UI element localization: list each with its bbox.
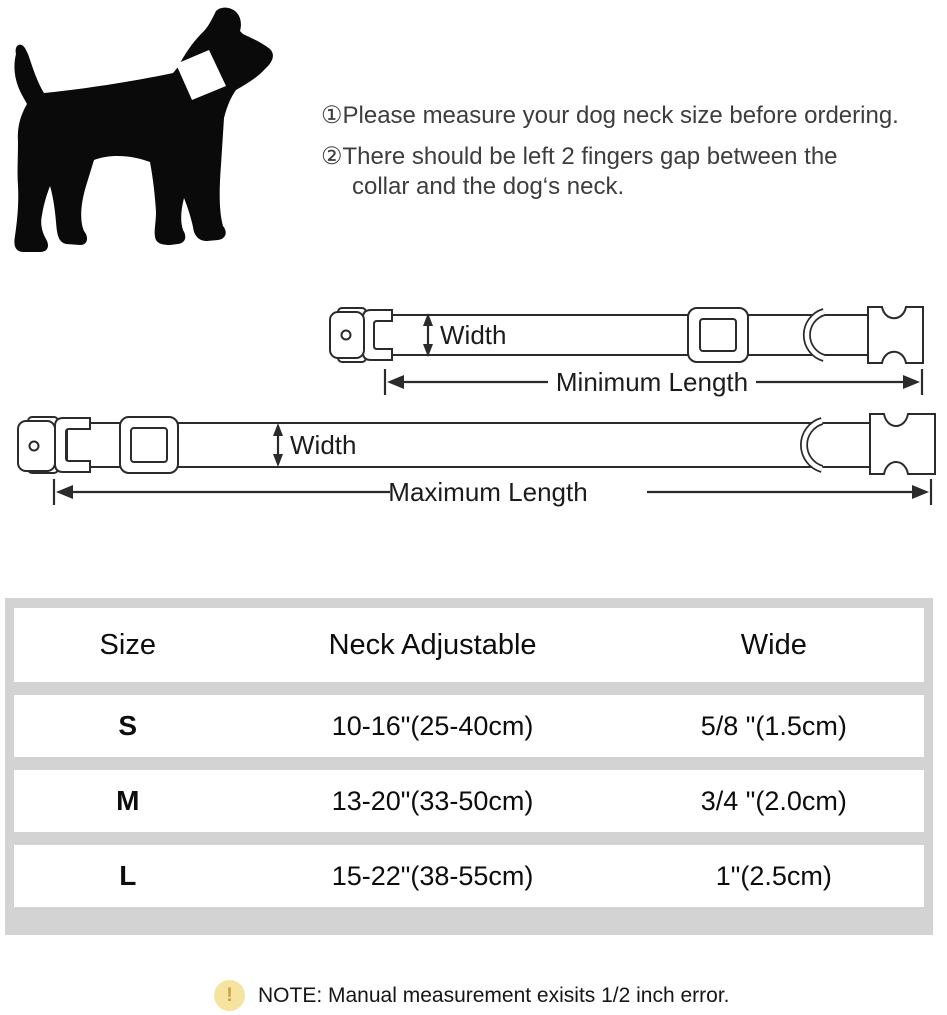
wide-value: 5/8 "(1.5cm) [700, 710, 847, 741]
collar-max-diagram [18, 414, 935, 507]
dog-silhouette [14, 8, 273, 252]
neck-value: 13-20"(33-50cm) [331, 785, 534, 816]
column-header-wide: Wide [740, 628, 807, 661]
buckle-male [870, 414, 935, 474]
neck-value: 10-16"(25-40cm) [331, 710, 534, 741]
size-value: L [119, 860, 137, 891]
instruction-line-3: collar and the dog‘s neck. [352, 173, 625, 200]
slider-inner [131, 428, 167, 462]
note [214, 980, 730, 1011]
size-value: M [116, 785, 140, 816]
width-label: Width [440, 320, 507, 350]
collar-min-diagram [330, 307, 923, 397]
warning-icon: ! [214, 980, 245, 1011]
wide-value: 3/4 "(2.0cm) [700, 785, 847, 816]
table-header-row [14, 608, 924, 682]
neck-value: 15-22"(38-55cm) [331, 860, 534, 891]
column-header-size: Size [99, 628, 156, 661]
max-length-arrow-left [56, 485, 73, 499]
instruction-line-2: ②There should be left 2 fingers gap between the [321, 143, 838, 170]
min-length-arrow-left [387, 375, 404, 389]
instruction-line-1: ①Please measure your dog neck size before ordering. [321, 102, 899, 129]
collar-strap [67, 423, 876, 467]
wide-value: 1"(2.5cm) [715, 860, 832, 891]
table-row-m [14, 770, 924, 832]
max-length-arrow-right [912, 485, 929, 499]
table-row-s [14, 695, 924, 757]
max-length-label: Maximum Length [388, 477, 588, 507]
slider-inner [700, 319, 736, 351]
buckle-hole [30, 442, 39, 451]
size-table [5, 598, 933, 935]
min-length-label: Minimum Length [555, 367, 749, 397]
width-label: Width [290, 430, 357, 460]
table-row-l [14, 845, 924, 907]
note-text: NOTE: Manual measurement exisits 1/2 inch error. [258, 983, 730, 1007]
min-length-arrow-right [903, 375, 920, 389]
column-header-neck-adjustable: Neck Adjustable [328, 628, 537, 661]
dog-body-shape [14, 8, 273, 252]
buckle-hole [342, 331, 351, 340]
buckle-male [868, 307, 923, 363]
size-value: S [118, 710, 138, 741]
